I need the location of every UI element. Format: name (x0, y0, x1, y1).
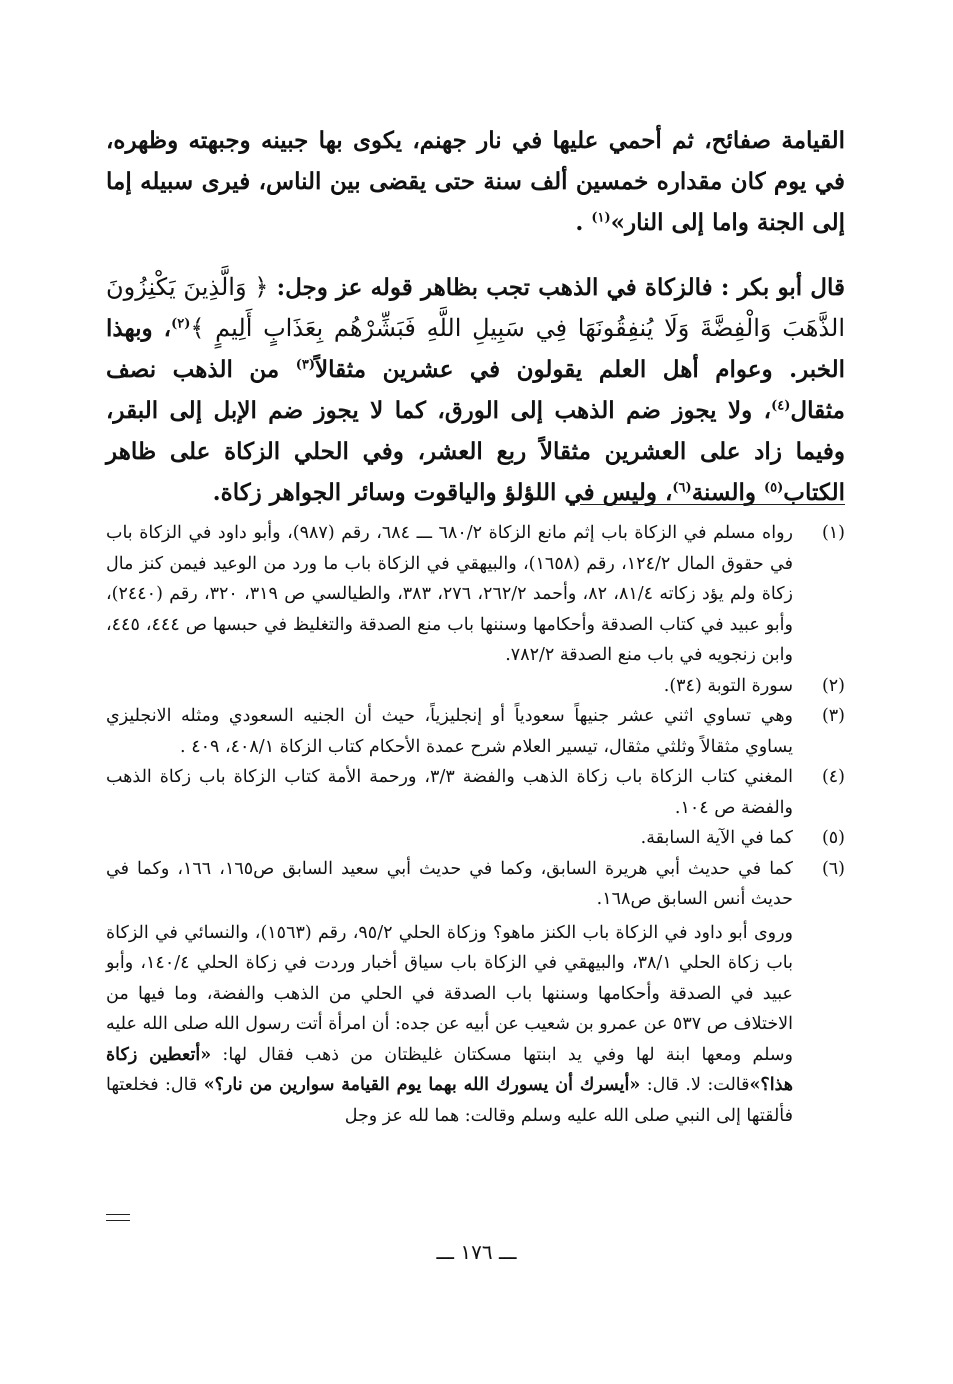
footnote-ref-3[interactable]: (٣) (295, 357, 316, 373)
footnote-text: كما في الآية السابقة. (640, 828, 793, 848)
page-number: ـــ ١٧٦ ـــ (436, 1240, 517, 1264)
footnote-separator (580, 504, 845, 505)
paragraph-hadith-end: القيامة صفائح، ثم أحمي عليها في نار جهنم، يكوى بها جبينه وجبهته وظهره، في يوم كان مقداره خمسين ألف سنة حتى يقضى بين الناس، فيرى سبيله إما إلى الجنة واما إلى النار»$^{(١)}$ . (106, 127, 845, 236)
footnote-number: (٢) (821, 675, 845, 696)
footnote-ref-4[interactable]: (٤) (771, 398, 791, 414)
main-text (106, 120, 845, 537)
footnotes (106, 518, 845, 1131)
footnote-item (106, 762, 845, 823)
footnote-item (106, 671, 845, 702)
footnote-text: سورة التوبة (٣٤). (663, 675, 793, 696)
footnote-text: كما في حديث أبي هريرة السابق، وكما في حديث أبي سعيد السابق ص١٦٥، ١٦٦، وكما في حديث أنس السابق ص١٦٨. (106, 858, 793, 909)
continuation-mark (106, 1214, 130, 1221)
footnote-number: (٤) (821, 767, 845, 787)
footnote-text: المغني كتاب الزكاة باب زكاة الذهب والفضة ٣/٣، ورحمة الأمة كتاب الزكاة باب زكاة الذهب والفضة ص ١٠٤. (106, 767, 793, 818)
footnote-ref-2[interactable]: (٢) (171, 316, 191, 332)
footnote-item (106, 518, 845, 671)
footnote-text: رواه مسلم في الزكاة باب إثم مانع الزكاة ٦٨٠/٢ ـــ ٦٨٤، رقم (٩٨٧)، وأبو داود في الزكاة باب في حقوق المال ١٢٤/٢، رقم (١٦٥٨)، والبيهقي في الزكاة باب ما ورد من الوعيد فيمن كنز مال زكاة ولم يؤد زكاته ٨١/٤، ٨٢، وأحمد ٢٦٢/٢، ٢٧٦، ٣٨٣، والطيالسي ص ٣١٩، ٣٢٠، رقم (٢٤٤٠)، وأبو عبيد في كتاب الصدقة وأحكامها وسننها باب منع الصدقة والتغليظ في حبسها ص ٤٤٤، ٤٤٥، وابن زنجويه في باب منع الصدقة ٧٨٢/٢. (106, 523, 793, 665)
footnote-number: (٦) (821, 858, 845, 879)
footnote-item (106, 823, 845, 854)
footnote-item (106, 701, 845, 762)
footnote-item (106, 854, 845, 915)
footnote-text: وهي تساوي اثني عشر جنيهاً سعودياً أو إنجليزياً، حيث أن الجنيه السعودي ومثله الانجليزي يساوي مثقالاً وثلثي مثقال، تيسير العلام شرح عمدة الأحكام كتاب الزكاة ٤٠٨/١، ٤٠٩ . (106, 706, 793, 757)
paragraph-abu-bakr: قال أبو بكر : فالزكاة في الذهب تجب بظاهر قوله عز وجل: ﴿ وَالَّذِينَ يَكْنِزُونَ الذَّهَبَ وَالْفِضَّةَ وَلَا يُنفِقُونَهَا فِي سَبِيلِ اللَّهِ فَبَشِّرْهُم بِعَذَابٍ أَلِيمٍ ﴾$^{(٢)}$، وبهذا الخبر. وعوام أهل العلم يقولون في عشرين مثقالاً$^{(٣)}$ من الذهب نصف مثقال$^{(٤)}$، ولا يجوز ضم الذهب إلى الورق، كما لا يجوز ضم الإبل إلى البقر، وفيما زاد على العشرين مثقالاً ربع العشر، وفي الحلي الزكاة على ظاهر الكتاب$^{(٥)}$ والسنة$^{(٦)}$، وليس في اللؤلؤ والياقوت وسائر الجواهر زكاة. (106, 273, 845, 506)
speaker-label: قال أبو بكر : (720, 274, 845, 301)
footnote-number: (٣) (821, 706, 845, 726)
footnote-number: (١) (821, 523, 845, 543)
footnote-ref-5[interactable]: (٥) (764, 480, 784, 496)
footnote-ref-6[interactable]: (٦) (672, 480, 692, 496)
footnote-continuation: وروى أبو داود في الزكاة باب الكنز ماهو؟ وزكاة الحلي ٩٥/٢، رقم (١٥٦٣)، والنسائي في الزكاة باب زكاة الحلي ٣٨/١، والبيهقي في الزكاة باب سياق أخبار وردت في زكاة الحلي ١٤٠/٤، وأبو عبيد في الصدقة وأحكامها وسننها باب الصدقة في الحلي من الذهب والفضة، وما فيها من الاختلاف ص ٥٣٧ عن عمرو بن شعيب عن أبيه عن جده: أن امرأة أتت رسول الله صلى الله عليه وسلم ومعها ابنة لها وفي يد ابنتها مسكتان غليظتان من ذهب فقال لها: «أتعطين زكاة هذا؟»قالت: لا. قال: «أيسرك أن يسورك الله بهما يوم القيامة سوارين من نار؟» قال: فخلعتها فألقتها إلى النبي صلى الله عليه وسلم وقالت: هما لله عز وجل (106, 922, 794, 1126)
footnote-number: (٥) (821, 828, 845, 848)
footnote-ref-1[interactable]: (١) (591, 210, 611, 226)
quran-verse: ﴿ وَالَّذِينَ يَكْنِزُونَ الذَّهَبَ وَالْفِضَّةَ وَلَا يُنفِقُونَهَا فِي سَبِيلِ اللَّهِ فَبَشِّرْهُم بِعَذَابٍ أَلِيمٍ ﴾ (106, 273, 845, 342)
